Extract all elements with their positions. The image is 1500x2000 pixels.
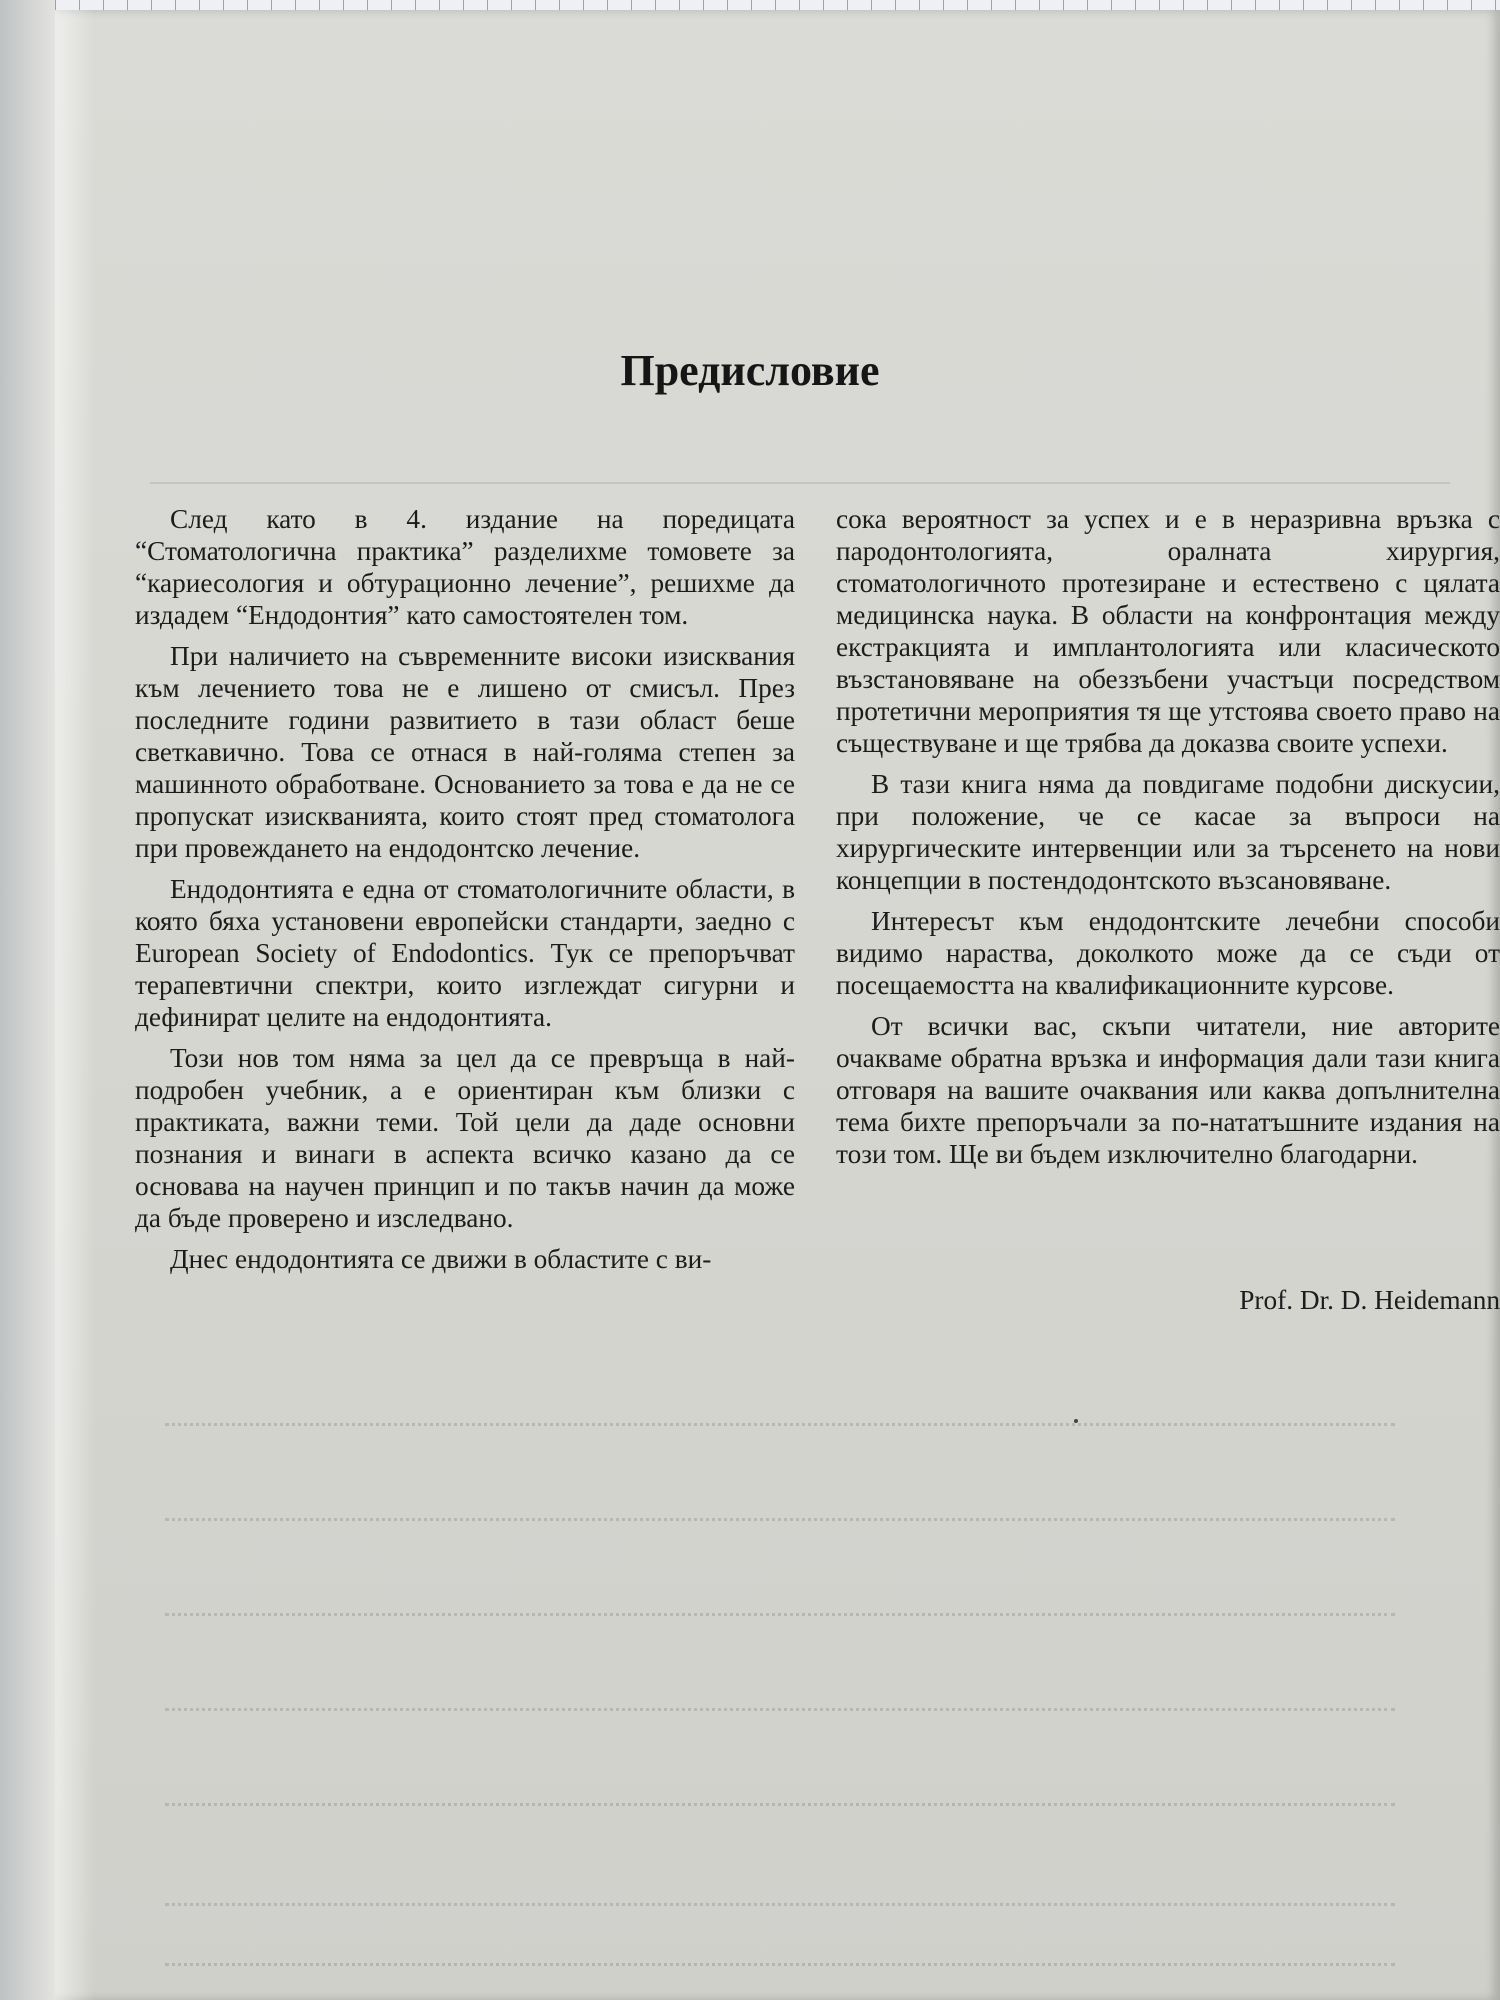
paragraph: Ендодонтията е една от стоматологичните области, в която бяха установени европейски стандарти, заедно с European Society of Endodontics. Тук се препоръчват терапевтични спектри, които изглеждат сигурни и дефинират целите на ендодонтията. (135, 874, 795, 1032)
paragraph: В тази книга няма да повдигаме подобни дискусии, при положение, че се касае за въпроси на хирургическите интервенции или за търсенето на нови концепции в постендодонтското възсановяване. (836, 769, 1500, 895)
paragraph: От всички вас, скъпи читатели, ние авторите очакваме обратна връзка и информация дали тази книга отговаря на вашите очаквания или каква допълнителна тема бихте препоръчали за по-нататъшните издания на този том. Ще ви бъдем изключително благодарни. (836, 1011, 1500, 1169)
page-gutter (0, 0, 55, 2000)
paragraph: Днес ендодонтията се движи в областите с ви- (170, 1244, 712, 1274)
page-edge-highlight (55, 10, 95, 2000)
paragraph: При наличието на съвременните високи изисквания към лечението това не е лишено от смисъл. През последните години развитието в тази област беше светкавично. Това се отнася в най-голяма степен за машинното обработване. Основанието за това е да не се пропускат изискванията, които стоят пред стоматолога при провеждането на ендодонтско лечение. (135, 641, 795, 863)
right-column (836, 503, 1500, 1179)
author-signature: Prof. Dr. D. Heidemann (1239, 1285, 1500, 1315)
page-title: Предисловие (620, 346, 880, 395)
paragraph: сока вероятност за успех и е в неразривна връзка с пародонтологията, оралната хирургия, стоматологичното протезиране и естествено с цялата медицинска наука. В области на конфронтация между екстракцията и имплантологията или класическото възстановяване на обеззъбени участъци посредством протетични мероприятия тя ще утстоява своето право на съществуване и ще трябва да доказва своите успехи. (836, 504, 1500, 758)
paragraph: Този нов том няма за цел да се превръща в най-подробен учебник, а е ориентиран към близки с практиката, важни теми. Той цели да даде основни познания и винаги в аспекта всичко казано да се основава на научен принцип и по такъв начин да може да бъде проверено и изследвано. (135, 1043, 795, 1233)
paragraph: Интересът към ендодонтските лечебни способи видимо нараства, доколкото може да се съди от посещаемостта на квалификационните курсове. (836, 906, 1500, 1000)
speck (1074, 1419, 1078, 1423)
left-column (135, 503, 795, 1284)
paragraph: След като в 4. издание на поредицата “Стоматологична практика” разделихме томовете за “кариесология и обтурационно лечение”, решихме да издадем “Ендодонтия” като самостоятелен том. (135, 504, 795, 630)
